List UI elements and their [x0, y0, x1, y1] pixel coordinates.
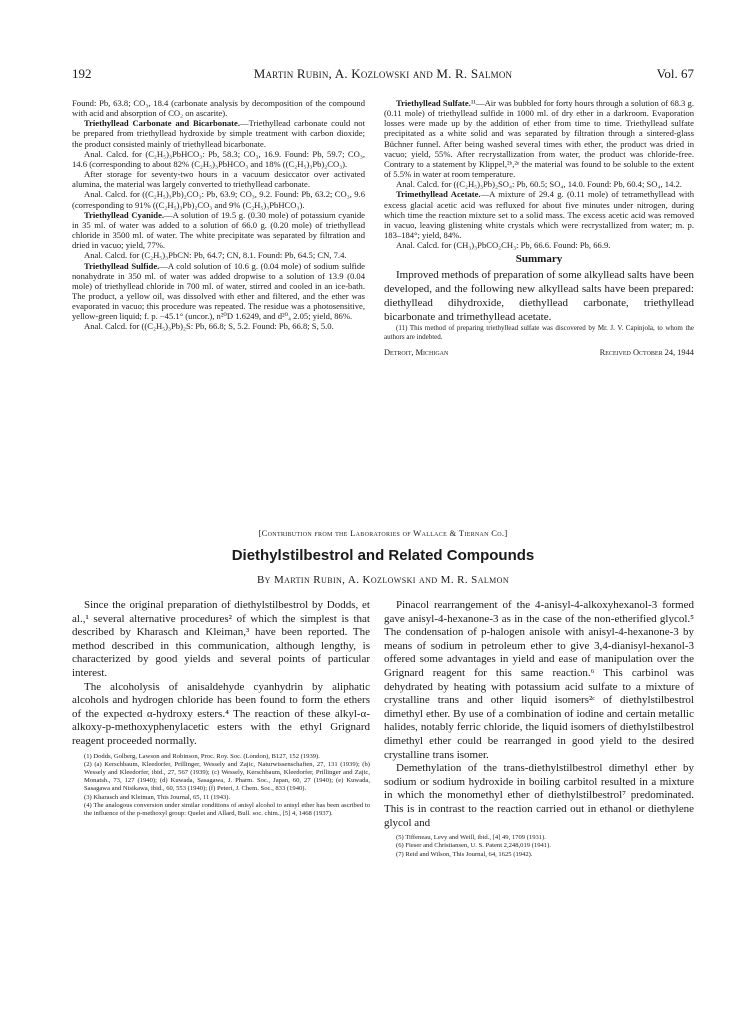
- section-heading: Triethyllead Carbonate and Bicarbonate.: [84, 118, 240, 129]
- received-date: Received October 24, 1944: [599, 347, 694, 357]
- volume-label: Vol. 67: [656, 66, 694, 81]
- body-paragraph: Demethylation of the trans-diethylstilbestrol dimethyl ether by sodium or sodium hydroxide in boiling carbitol resulted in a mixture in which the monomethyl ether of diethylstilbestrol⁷ predominated. This is in contrast to the reaction carried out in ethanol or diethylene glycol and: [384, 762, 694, 829]
- footnote: (11) This method of preparing triethyllead sulfate was discovered by Mr. J. V. Capinjola, to whom the authors are indebted.: [384, 323, 694, 341]
- left-column-experimental: [72, 98, 365, 332]
- left-column-article: [72, 599, 370, 818]
- section-heading: Triethyllead Cyanide.: [84, 209, 165, 220]
- analysis-line: Anal. Calcd. for ((C₂H₅)₃Pb)₂SO₄: Pb, 60.5; SO₄, 14.0. Found: Pb, 60.4; SO₄, 14.2.: [396, 179, 682, 190]
- analysis-line: Anal. Calcd. for (CH₃)₃PbCO₂CH₃: Pb, 66.6. Found: Pb, 66.9.: [396, 240, 611, 251]
- page-number: 192: [72, 66, 92, 81]
- analysis-line: Anal. Calcd. for (C₂H₅)₃PbHCO₃: Pb, 58.3; CO₃, 16.9. Found: Pb, 59.7; CO₃, 14.6 (corresponding to about 82% (C₂H₅)₃PbHCO₃ and 18% ((C₂H₅)₃Pb)₂CO₃).: [72, 148, 365, 169]
- paragraph: Triethyllead Carbonate and Bicarbonate.—Triethyllead carbonate could not be prepared from triethyllead hydroxide by simple treatment with carbon dioxide; the product consisted mainly of triethyllead bicarbonate.: [72, 118, 365, 149]
- reference: (2) (a) Kerschbaum, Kleedorfer, Prillinger, Wessely and Zajic, Naturwissenschaften, 27, 131 (1939); (b) Wessely and Kleedorfer, ibid., 27, 567 (1939); (c) Wessely, Kerschbaum, Kleedorfer, Prillinger and Zajic, Monatsh., 73, 127 (1940); (d) Kuwada, Sasagawa, J. Pharm. Soc., Japan, 60, 27 (1940); (e) Kuwada, Sasagawa and Nisikawa, ibid., 60, 553 (1940); (f) Peteri, J. Chem. Soc., 833 (1940).: [84, 760, 370, 793]
- running-head: [72, 66, 694, 84]
- analysis-line: Anal. Calcd. for (C₂H₅)₃PbCN: Pb, 64.7; CN, 8.1. Found: Pb, 64.5; CN, 7.4.: [84, 250, 347, 261]
- section-heading: Trimethyllead Acetate.: [396, 189, 481, 200]
- paragraph: Triethyllead Sulfide.—A cold solution of 10.6 g. (0.04 mole) of sodium sulfide nonahydrate in 350 ml. of water was added dropwise to a solution of 13.9 (0.04 mole) of triethyllead chloride in 700 ml. of water, stirred and cooled in an ice-bath. The product, a yellow oil, was dissolved with ether and filtered, and the ether was evaporated in vacuo; this procedure was repeated. The residue was a photosensitive, yellow-green liquid; f. p. −45.1° (uncor.), n²⁰D 1.6249, and d²⁰₄ 2.05; yield, 86%.: [72, 260, 365, 322]
- running-head-authors: Martin Rubin, A. Kozlowski and M. R. Salmon: [253, 66, 513, 81]
- section-heading: Triethyllead Sulfate.: [396, 98, 471, 108]
- reference: (7) Reid and Wilson, This Journal, 64, 1625 (1942).: [396, 850, 533, 858]
- right-column-article: [384, 599, 694, 859]
- analysis-line: Anal. Calcd. for ((C₂H₅)₃Pb)₂CO₃: Pb, 63.9; CO₃, 9.2. Found: Pb, 63.2; CO₃, 9.6 (corresponding to 91% ((C₂H₅)₃Pb)₂CO₃ and 9% (C₂H₅)₃PbHCO₃).: [72, 189, 365, 210]
- analysis-line: Anal. Calcd. for ((C₂H₅)₃Pb)₂S: Pb, 66.8; S, 5.2. Found: Pb, 66.8; S, 5.0.: [84, 321, 334, 332]
- reference: (1) Dodds, Golberg, Lawson and Robinson, Proc. Roy. Soc. (London), B127, 152 (1939).: [84, 752, 320, 760]
- location: Detroit, Michigan: [384, 347, 449, 357]
- section-heading: Triethyllead Sulfide.: [84, 260, 160, 271]
- body-paragraph: Pinacol rearrangement of the 4-anisyl-4-alkoxyhexanol-3 formed gave anisyl-4-hexanone-3 as in the case of the non-etherified glycol.⁵ The condensation of p-halogen anisole with anisyl-4-hexanone-3 by means of sodium in petroleum ether to give 3,4-dianisyl-hexanol-3 offered some advantages in yield and ease of manipulation over the Grignard reagent for this same reaction.⁶ This carbinol was dehydrated by heating with potassium acid sulfate to a mixture of crystalline trans and other liquid isomers²ᶜ of diethylstilbestrol dimethyl ether. By use of a combination of iodine and certain metallic halides, notably ferric chloride, the liquid isomers of diethylstilbestrol dimethyl ether could be rearranged in good yield to the desired crystalline trans isomer.: [384, 599, 694, 761]
- byline: By Martin Rubin, A. Kozlowski and M. R. Salmon: [256, 574, 510, 586]
- paragraph: Triethyllead Sulfate.¹¹—Air was bubbled for forty hours through a solution of 68.3 g. (0.11 mole) of triethyllead sulfide in 1000 ml. of dry ether in a darkroom. Evaporation losses were made up by the addition of ether from time to time. Triethyllead sulfate precipitated as a white solid and was separated by filtration through a sintered-glass Büchner funnel. After being washed several times with ether, the product was dried in vacuo; yield, 55%. After recrystallization from water, the product was chloride-free. Contrary to a statement by Klippel,²ᵇ,²ᵉ the material was found to be soluble to the extent of 5.5% in water at room temperature.: [384, 98, 694, 180]
- signature-line: [384, 348, 694, 360]
- reference: (4) The analogous conversion under similar conditions of anisyl alcohol to anisyl ether has been ascribed to the influence of the p-methoxyl group: Quelet and Allard, Bull. soc. chim., [5] 4, 1468 (1937).: [84, 801, 370, 817]
- reference: (6) Fieser and Christiansen, U. S. Patent 2,248,019 (1941).: [396, 842, 551, 850]
- article-title: Diethylstilbestrol and Related Compounds: [231, 547, 535, 564]
- paragraph: Triethyllead Cyanide.—A solution of 19.5 g. (0.30 mole) of potassium cyanide in 35 ml. of water was added to a solution of 66.0 g. (0.20 mole) of triethyllead chloride in 3500 ml. of water. The white precipitate was separated by filtration and dried in vacuo; yield, 77%.: [72, 209, 365, 251]
- body-paragraph: The alcoholysis of anisaldehyde cyanhydrin by aliphatic alcohols and hydrogen chloride has been found to form the ethers of the expected α-hydroxy esters.⁴ The reaction of these alkyl-α-alkoxy-p-methoxyphenylacetic esters with the ethyl Grignard reagent proceeded normally.: [72, 680, 370, 747]
- reference: (3) Kharasch and Kleiman, This Journal, 65, 11 (1943).: [84, 793, 231, 801]
- reference-list: [384, 834, 694, 859]
- paragraph: Trimethyllead Acetate.—A mixture of 29.4 g. (0.11 mole) of tetramethyllead with excess glacial acetic acid was refluxed for about five minutes under nitrogen, during which time the reaction mixture set to a solid mass. The excess acetic acid was removed in vacuo, leaving glistening white crystals which were recrystallized from water; m. p. 183–184°; yield, 84%.: [384, 189, 694, 241]
- paragraph: Found: Pb, 63.8; CO₃, 18.4 (carbonate analysis by decomposition of the compound with acid and absorption of CO₂ on ascarite).: [72, 98, 365, 119]
- right-column-experimental: [384, 98, 694, 360]
- paragraph: After storage for seventy-two hours in a vacuum desiccator over activated alumina, the material was largely converted to triethyllead carbonate.: [72, 169, 365, 190]
- summary-text: Improved methods of preparation of some alkyllead salts have been developed, and the following new alkyllead salts have been prepared: diethyllead dihydroxide, diethyllead carbonate, triethyllead bicarbonate and trimethyllead acetate.: [384, 268, 694, 323]
- contribution-note: [Contribution from the Laboratories of Wallace & Tiernan Co.]: [258, 528, 508, 538]
- body-paragraph: Since the original preparation of diethylstilbestrol by Dodds, et al.,¹ several alternative procedures² of which the simplest is that described by Kharasch and Kleiman,³ have been reported. The method described in this communication, although lengthy, is characterized by good yields and several points of particular interest.: [72, 599, 370, 679]
- reference: (5) Tiffeneau, Levy and Weill, ibid., [4] 49, 1709 (1931).: [396, 834, 546, 842]
- reference-list: [72, 753, 370, 819]
- summary-heading: Summary: [515, 253, 563, 266]
